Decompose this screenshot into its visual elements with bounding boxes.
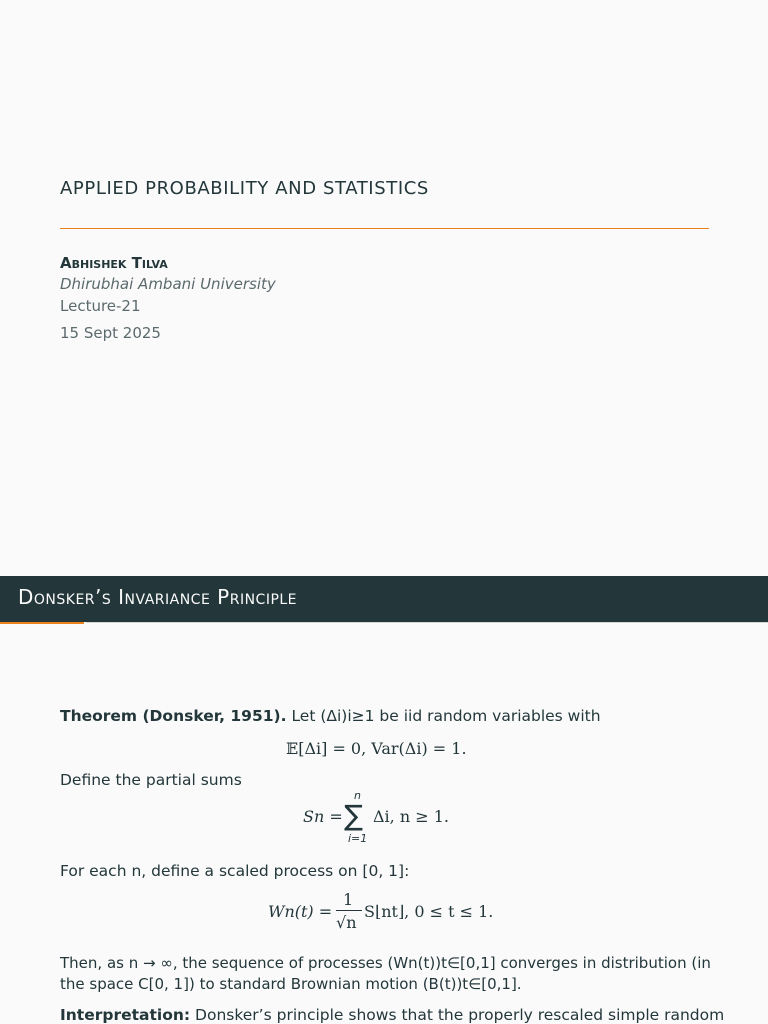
deck-title: APPLIED PROBABILITY AND STATISTICS [60, 178, 429, 199]
progress-bar [0, 622, 84, 624]
summation-icon: ∑ [344, 799, 363, 832]
lecture-number: Lecture-21 [60, 297, 141, 315]
frame-title-bar [0, 576, 768, 622]
moment-conditions: 𝔼[Δi] = 0, Var(Δi) = 1. [286, 739, 467, 758]
title-rule [60, 228, 709, 229]
partial-sums-intro: Define the partial sums [60, 771, 242, 789]
scaled-process-intro: For each n, define a scaled process on [0, 1]: [60, 862, 410, 880]
conclusion-line-2: the space C[0, 1]) to standard Brownian motion (B(t))t∈[0,1]. [60, 975, 522, 993]
fraction-numerator: 1 [343, 890, 354, 909]
fraction-bar [336, 910, 362, 911]
interpretation-label: Interpretation: [60, 1006, 191, 1024]
progress-track [86, 622, 768, 623]
institute: Dhirubhai Ambani University [60, 275, 276, 293]
sum-upper-limit: n [354, 789, 361, 802]
partial-sum-lhs: Sn = [303, 807, 343, 826]
conclusion-line-1: Then, as n → ∞, the sequence of processes (Wn(t))t∈[0,1] converges in distribution (in [60, 954, 711, 972]
theorem-text: Let (Δi)i≥1 be iid random variables with [291, 707, 601, 725]
frame-title: Donsker’s Invariance Principle [18, 585, 298, 609]
scaled-process-rhs: S⌊nt⌋, 0 ≤ t ≤ 1. [364, 902, 494, 921]
scaled-process-lhs: Wn(t) = [268, 902, 333, 921]
theorem-label: Theorem (Donsker, 1951). [60, 707, 287, 725]
theorem-statement [60, 707, 601, 725]
partial-sum-rhs: Δi, n ≥ 1. [373, 807, 449, 826]
lecture-date: 15 Sept 2025 [60, 324, 161, 342]
sum-lower-limit: i=1 [348, 832, 368, 845]
interpretation [60, 1006, 724, 1024]
content-slide [0, 576, 768, 1024]
fraction-denominator: √n [336, 913, 357, 932]
interpretation-text: Donsker’s principle shows that the properly rescaled simple random [195, 1006, 725, 1024]
author-name: Abhishek Tilva [60, 254, 168, 272]
